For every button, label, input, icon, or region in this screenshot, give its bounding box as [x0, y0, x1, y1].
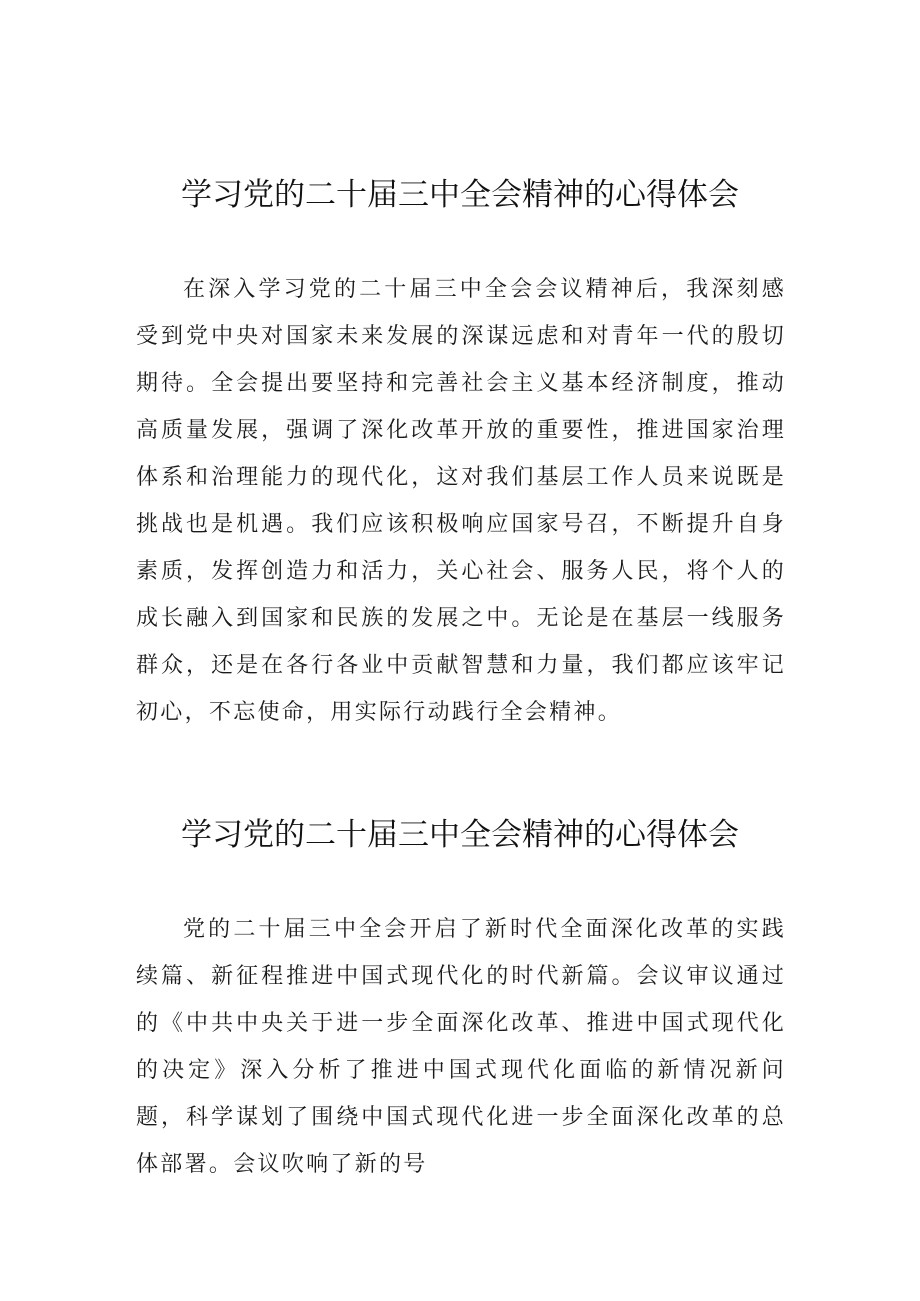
section-1-paragraph: 在深入学习党的二十届三中全会会议精神后，我深刻感受到党中央对国家未来发展的深谋远虑和对青年一代的殷切期待。全会提出要坚持和完善社会主义基本经济制度，推动高质量发展，强调了深化改革开放的重要性，推进国家治理体系和治理能力的现代化，这对我们基层工作人员来说既是挑战也是机遇。我们应该积极响应国家号召，不断提升自身素质，发挥创造力和活力，关心社会、服务人民，将个人的成长融入到国家和民族的发展之中。无论是在基层一线服务群众，还是在各行各业中贡献智慧和力量，我们都应该牢记初心，不忘使命，用实际行动践行全会精神。 — [136, 277, 786, 725]
section-1-title: 学习党的二十届三中全会精神的心得体会 — [181, 177, 739, 213]
section-2-paragraph: 党的二十届三中全会开启了新时代全面深化改革的实践续篇、新征程推进中国式现代化的时代新篇。会议审议通过的《中共中央关于进一步全面深化改革、推进中国式现代化的决定》深入分析了推进中国式现代化面临的新情况新问题，科学谋划了围绕中国式现代化进一步全面深化改革的总体部署。会议吹响了新的号 — [136, 917, 786, 1177]
section-2-title: 学习党的二十届三中全会精神的心得体会 — [181, 817, 739, 853]
